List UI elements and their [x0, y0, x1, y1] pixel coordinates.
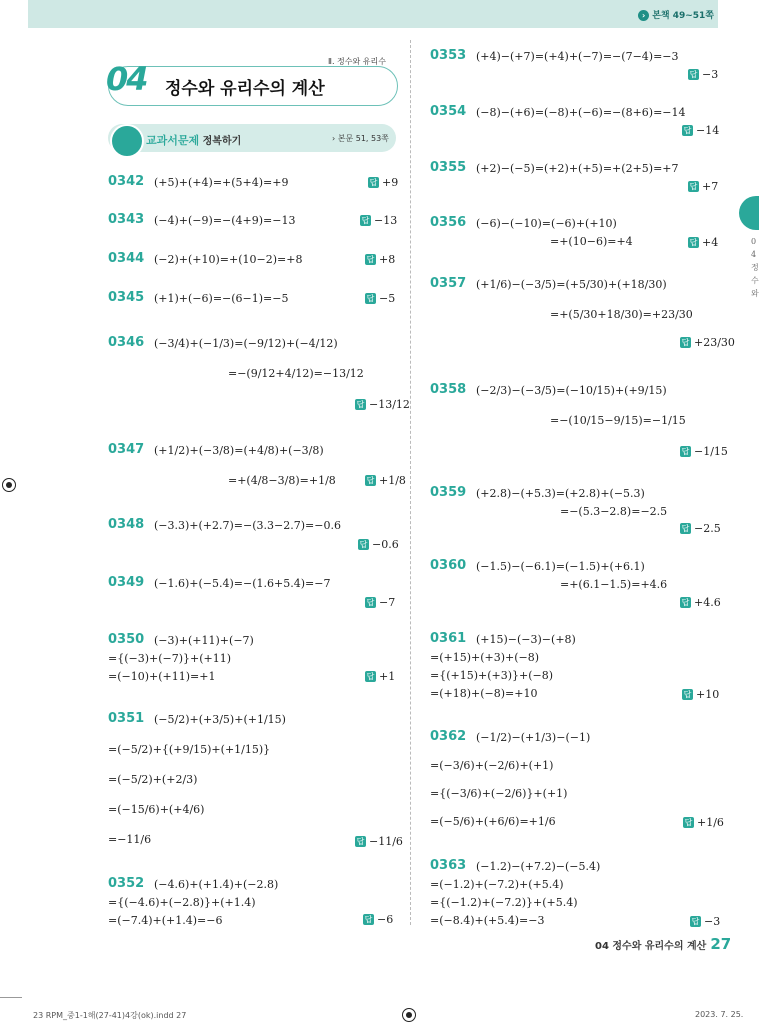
answer-badge-icon: 답 — [356, 837, 365, 846]
equation-line: (−1/2)−(+1/3)−(−1) — [476, 731, 591, 744]
answer — [365, 596, 395, 609]
problem-number: 0346 — [108, 335, 145, 350]
equation-line: =−(9/12+4/12)=−13/12 — [228, 367, 364, 380]
page-footer: 04 정수와 유리수의 계산 27 — [595, 935, 732, 953]
answer-badge-icon: 답 — [366, 476, 375, 485]
answer-badge-icon: 답 — [361, 216, 370, 225]
answer-value: −5 — [379, 292, 396, 305]
answer-value: −6 — [377, 913, 394, 926]
answer — [360, 214, 397, 227]
answer-value: +9 — [382, 176, 399, 189]
answer-badge-icon: 답 — [681, 338, 690, 347]
equation-line: =+(4/8−3/8)=+1/8 — [228, 474, 336, 487]
problem-number: 0345 — [108, 290, 145, 305]
equation-line: (−1.2)−(+7.2)−(−5.4) — [476, 860, 601, 873]
equation-line: =(−15/6)+(+4/6) — [108, 803, 205, 816]
answer-badge-icon: 답 — [366, 598, 375, 607]
answer-value: +7 — [702, 180, 719, 193]
answer — [680, 596, 721, 609]
answer-badge-icon: 답 — [681, 447, 690, 456]
answer — [365, 292, 395, 305]
answer-value: +1 — [379, 670, 396, 683]
equation-line: (+2.8)−(+5.3)=(+2.8)+(−5.3) — [476, 487, 645, 500]
answer-value: −14 — [696, 124, 720, 137]
equation-line: (−3)+(+11)+(−7) — [154, 634, 254, 647]
answer-badge-icon: 답 — [689, 70, 698, 79]
answer-badge-icon: 답 — [356, 400, 365, 409]
answer-badge-icon: 답 — [364, 915, 373, 924]
equation-line: ={(−1.2)+(−7.2)}+(+5.4) — [430, 896, 578, 909]
side-chapter-text: 0 4 정 수 와 — [751, 237, 759, 298]
side-chapter-tab — [739, 196, 759, 230]
chapter-title: 정수와 유리수의 계산 — [165, 79, 325, 99]
answer-value: +23/30 — [694, 336, 735, 349]
equation-line: ={(−3)+(−7)}+(+11) — [108, 652, 232, 665]
equation-line: ={(−3/6)+(−2/6)}+(+1) — [430, 787, 568, 800]
problem-number: 0343 — [108, 212, 145, 227]
answer — [688, 180, 718, 193]
equation-line: =(−5/6)+(+6/6)=+1/6 — [430, 815, 556, 828]
footer-rule — [0, 997, 22, 998]
answer-value: −13 — [374, 214, 398, 227]
equation-line: (−4)+(−9)=−(4+9)=−13 — [154, 214, 296, 227]
answer-badge-icon: 답 — [366, 255, 375, 264]
problem-number: 0351 — [108, 711, 145, 726]
problem-number: 0361 — [430, 631, 467, 646]
reference-link[interactable]: › 본책 49~51쪽 — [638, 8, 714, 21]
answer-badge-icon: 답 — [359, 540, 368, 549]
problem-number: 0358 — [430, 382, 467, 397]
answer-value: −11/6 — [369, 835, 403, 848]
equation-line: =(−7.4)+(+1.4)=−6 — [108, 914, 223, 927]
answer — [680, 445, 728, 458]
equation-line: (−3.3)+(+2.7)=−(3.3−2.7)=−0.6 — [154, 519, 341, 532]
problem-number: 0342 — [108, 174, 145, 189]
answer — [683, 816, 724, 829]
answer-badge-icon: 답 — [681, 524, 690, 533]
answer-value: −13/12 — [369, 398, 410, 411]
problem-number: 0344 — [108, 251, 145, 266]
answer-badge-icon: 답 — [366, 294, 375, 303]
equation-line: (−2/3)−(−3/5)=(−10/15)+(+9/15) — [476, 384, 667, 397]
problem-number: 0354 — [430, 104, 467, 119]
equation-line: =(+18)+(−8)=+10 — [430, 687, 538, 700]
equation-line: (−3/4)+(−1/3)=(−9/12)+(−4/12) — [154, 337, 338, 350]
equation-line: =(−5/2)+(+2/3) — [108, 773, 198, 786]
answer — [358, 538, 399, 551]
problem-number: 0347 — [108, 442, 145, 457]
file-info: 23 RPM_중1-1해(27-41)4강(ok).indd 27 — [33, 1011, 187, 1020]
mascot-icon — [110, 124, 144, 158]
problem-number: 0363 — [430, 858, 467, 873]
answer-badge-icon: 답 — [366, 672, 375, 681]
answer-badge-icon: 답 — [369, 178, 378, 187]
equation-line: =+(6.1−1.5)=+4.6 — [560, 578, 668, 591]
equation-line: =+(5/30+18/30)=+23/30 — [550, 308, 693, 321]
answer — [365, 670, 395, 683]
problem-number: 0355 — [430, 160, 467, 175]
answer — [363, 913, 393, 926]
answer — [690, 915, 720, 928]
equation-line: =(−10)+(+11)=+1 — [108, 670, 216, 683]
problem-number: 0353 — [430, 48, 467, 63]
equation-line: (+2)−(−5)=(+2)+(+5)=+(2+5)=+7 — [476, 162, 679, 175]
equation-line: (−1.5)−(−6.1)=(−1.5)+(+6.1) — [476, 560, 645, 573]
answer — [680, 522, 721, 535]
answer — [688, 236, 718, 249]
answer — [682, 688, 719, 701]
equation-line: (−2)+(+10)=+(10−2)=+8 — [154, 253, 303, 266]
section-reference: › 본문 51, 53쪽 — [332, 134, 389, 143]
answer — [680, 336, 735, 349]
problem-number: 0359 — [430, 485, 467, 500]
top-band — [28, 0, 718, 28]
problem-number: 0348 — [108, 517, 145, 532]
problem-number: 0360 — [430, 558, 467, 573]
answer — [355, 398, 410, 411]
answer — [355, 835, 403, 848]
equation-line: (−6)−(−10)=(−6)+(+10) — [476, 217, 617, 230]
equation-line: =−(5.3−2.8)=−2.5 — [560, 505, 668, 518]
equation-line: =(−5/2)+{(+9/15)+(+1/15)} — [108, 743, 271, 756]
answer-value: −2.5 — [694, 522, 721, 535]
section-title: 교과서문제 정복하기 — [146, 134, 242, 147]
answer — [365, 474, 406, 487]
chapter-number: 04 — [106, 60, 147, 98]
problem-number: 0352 — [108, 876, 145, 891]
equation-line: (−1.6)+(−5.4)=−(1.6+5.4)=−7 — [154, 577, 331, 590]
answer-value: +4 — [702, 236, 719, 249]
answer — [365, 253, 395, 266]
equation-line: (+4)−(+7)=(+4)+(−7)=−(7−4)=−3 — [476, 50, 679, 63]
answer-value: −0.6 — [372, 538, 399, 551]
page-number: 27 — [710, 935, 732, 953]
answer — [368, 176, 398, 189]
equation-line: =(−3/6)+(−2/6)+(+1) — [430, 759, 554, 772]
chevron-right-icon: › — [638, 10, 649, 21]
section-subtitle: Ⅱ. 정수와 유리수 — [328, 57, 386, 66]
problem-number: 0350 — [108, 632, 145, 647]
equation-line: =+(10−6)=+4 — [550, 235, 633, 248]
equation-line: (+1)+(−6)=−(6−1)=−5 — [154, 292, 289, 305]
answer-badge-icon: 답 — [681, 598, 690, 607]
answer-value: −7 — [379, 596, 396, 609]
answer — [682, 124, 719, 137]
equation-line: =(+15)+(+3)+(−8) — [430, 651, 540, 664]
answer — [688, 68, 718, 81]
problem-number: 0357 — [430, 276, 467, 291]
answer-value: +10 — [696, 688, 720, 701]
registration-mark-icon — [2, 478, 16, 492]
answer-badge-icon: 답 — [683, 690, 692, 699]
equation-line: =−11/6 — [108, 833, 152, 846]
equation-line: (+15)−(−3)−(+8) — [476, 633, 576, 646]
answer-value: −1/15 — [694, 445, 728, 458]
equation-line: (−5/2)+(+3/5)+(+1/15) — [154, 713, 286, 726]
print-date: 2023. 7. 25. — [695, 1010, 744, 1019]
answer-badge-icon: 답 — [691, 917, 700, 926]
answer-badge-icon: 답 — [684, 818, 693, 827]
equation-line: =(−1.2)+(−7.2)+(+5.4) — [430, 878, 564, 891]
equation-line: (+1/6)−(−3/5)=(+5/30)+(+18/30) — [476, 278, 667, 291]
answer-value: −3 — [702, 68, 719, 81]
answer-value: +1/8 — [379, 474, 406, 487]
answer-badge-icon: 답 — [683, 126, 692, 135]
problem-number: 0362 — [430, 729, 467, 744]
problem-number: 0349 — [108, 575, 145, 590]
equation-line: ={(+15)+(+3)}+(−8) — [430, 669, 554, 682]
equation-line: (+1/2)+(−3/8)=(+4/8)+(−3/8) — [154, 444, 324, 457]
answer-badge-icon: 답 — [689, 182, 698, 191]
equation-line: (−8)−(+6)=(−8)+(−6)=−(8+6)=−14 — [476, 106, 686, 119]
equation-line: ={(−4.6)+(−2.8)}+(+1.4) — [108, 896, 256, 909]
equation-line: =(−8.4)+(+5.4)=−3 — [430, 914, 545, 927]
answer-value: −3 — [704, 915, 721, 928]
problem-number: 0356 — [430, 215, 467, 230]
answer-value: +1/6 — [697, 816, 724, 829]
equation-line: (−4.6)+(+1.4)+(−2.8) — [154, 878, 279, 891]
equation-line: =−(10/15−9/15)=−1/15 — [550, 414, 686, 427]
column-divider — [410, 40, 411, 925]
registration-mark-icon — [402, 1008, 416, 1022]
equation-line: (+5)+(+4)=+(5+4)=+9 — [154, 176, 289, 189]
answer-badge-icon: 답 — [689, 238, 698, 247]
answer-value: +4.6 — [694, 596, 721, 609]
answer-value: +8 — [379, 253, 396, 266]
